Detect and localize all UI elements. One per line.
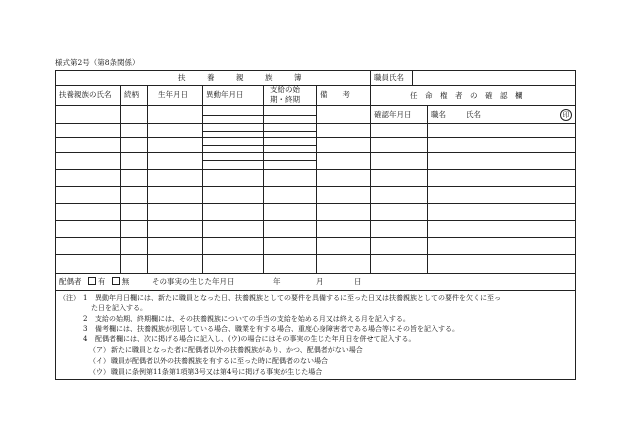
subitem-c-text: 職員に条例第11条第1項第3号又は第4号に掲げる事実が生じた場合: [111, 368, 323, 376]
col-name: 氏名: [466, 110, 481, 119]
spouse-no-checkbox[interactable]: [112, 277, 120, 285]
col-allowance-period-line2: 期・終期: [270, 95, 300, 104]
note-4-number: 4: [83, 335, 88, 343]
spouse-yes-label: 有: [97, 277, 106, 286]
col-change-date: 異動年月日: [206, 90, 244, 99]
spouse-day-label: 日: [354, 277, 362, 286]
col-appointer-confirmation: 任 命 権 者 の 確 認 欄: [410, 91, 523, 100]
col-allowance-period-line1: 支給の始: [270, 85, 300, 94]
note-1-text: 異動年月日欄には、新たに職員となった日、扶養親族としての要件を具備するに至った日又は扶養親族としての要件を欠くに至っ: [95, 294, 501, 302]
subitem-a-text: 新たに職員となった者に配偶者以外の扶養親族があり、かつ、配偶者がない場合: [111, 346, 363, 354]
register-title: 扶 養 親 族 簿: [178, 73, 309, 82]
col-birth-date: 生年月日: [158, 90, 188, 99]
col-remarks: 備 考: [320, 90, 350, 99]
spouse-row: [59, 277, 129, 287]
note-3-number: 3: [83, 325, 88, 333]
spouse-label: 配偶者: [59, 277, 82, 286]
form-number: 様式第2号（第8条関係）: [55, 58, 140, 67]
col-confirm-date: 確認年月日: [374, 110, 412, 119]
note-1-number: 1: [83, 294, 88, 302]
note-3-text: 備考欄には、扶養親族が別居している場合、職業を有する場合、重度心身障害者である場合等にその旨を記入する。: [95, 325, 459, 333]
note-2-text: 支給の始期、終期欄には、その扶養親族についての手当の支給を始める月又は終える月を記入する。: [95, 315, 410, 323]
spouse-year-label: 年: [273, 277, 281, 286]
subitem-c-mark: （ウ）: [89, 368, 110, 376]
note-2-number: 2: [83, 315, 88, 323]
spouse-no-label: 無: [121, 277, 130, 286]
col-dependent-name: 扶養親族の氏名: [59, 90, 112, 99]
spouse-yes-checkbox[interactable]: [88, 277, 96, 285]
col-position: 職名: [431, 110, 446, 119]
subitem-b-mark: （イ）: [89, 357, 110, 365]
spouse-month-label: 月: [316, 277, 324, 286]
note-1-text-cont: た日を記入する。: [91, 304, 147, 312]
seal-mark: 印: [560, 109, 572, 121]
spouse-date-label: その事実の生じた年月日: [152, 277, 235, 286]
subitem-a-mark: （ア）: [89, 346, 110, 354]
col-relationship: 続柄: [124, 90, 139, 99]
notes-prefix: （注）: [59, 294, 80, 302]
note-4-text: 配偶者欄には、次に掲げる場合に記入し、(ウ)の場合にはその事実の生じた年月日を併せて記入する。: [95, 335, 416, 343]
subitem-b-text: 職員が配偶者以外の扶養親族を有するに至った時に配偶者のない場合: [111, 357, 328, 365]
employee-name-label: 職員氏名: [374, 73, 404, 82]
